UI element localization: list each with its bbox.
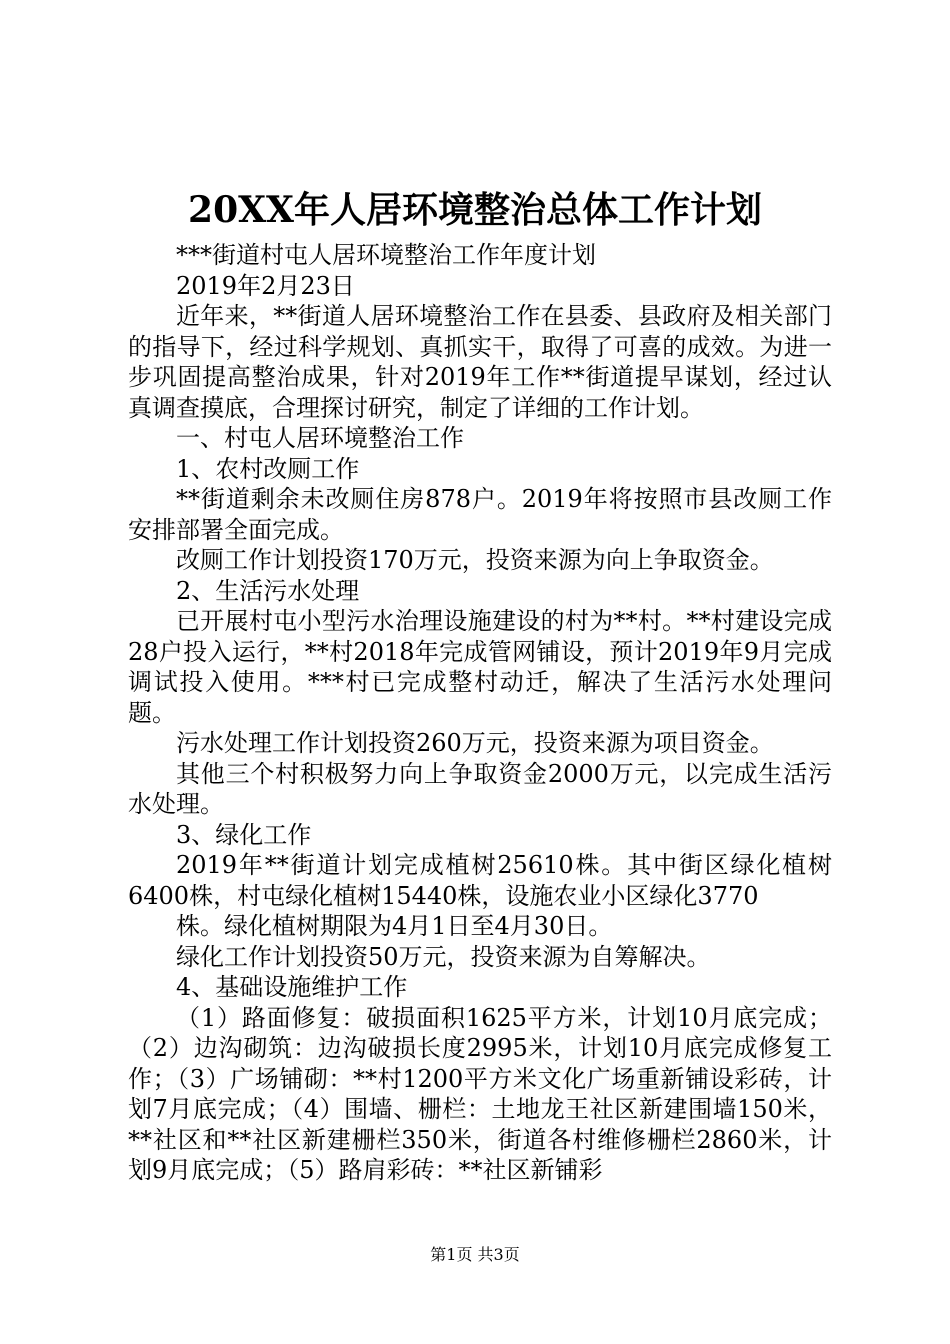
subsection-heading: 3、绿化工作 <box>176 820 312 849</box>
section-heading: 一、村屯人居环境整治工作 <box>176 424 464 452</box>
body-paragraph: **街道剩余未改厕住房878户。2019年将按照市县改厕工作安排部署全面完成。 <box>128 485 832 544</box>
body-paragraph: 其他三个村积极努力向上争取资金2000万元，以完成生活污水处理。 <box>128 759 832 818</box>
date-paragraph: 2019年2月23日 <box>176 271 355 300</box>
subtitle-paragraph: ***街道村屯人居环境整治工作年度计划 <box>176 241 596 269</box>
subsection-heading: 2、生活污水处理 <box>176 576 360 605</box>
subsection-heading: 1、农村改厕工作 <box>176 454 360 483</box>
document-title: 20XX年人居环境整治总体工作计划 <box>188 189 762 231</box>
body-paragraph: 已开展村屯小型污水治理设施建设的村为**村。**村建设完成28户投入运行，**村2018年完成管网铺设，预计2019年9月完成调试投入使用。***村已完成整村动迁，解决了生活污水处理问题。 <box>128 607 832 727</box>
body-paragraph: 改厕工作计划投资170万元，投资来源为向上争取资金。 <box>176 546 774 574</box>
document-body <box>128 240 832 1186</box>
intro-paragraph: 近年来，**街道人居环境整治工作在县委、县政府及相关部门的指导下，经过科学规划、真抓实干，取得了可喜的成效。为进一步巩固提高整治成果，针对2019年工作**街道提早谋划，经过认真调查摸底，合理探讨研究，制定了详细的工作计划。 <box>128 302 832 422</box>
subsection-heading: 4、基础设施维护工作 <box>176 973 408 1001</box>
page-footer: 第1页 共3页 <box>430 1245 520 1264</box>
body-paragraph: 2019年**街道计划完成植树25610株。其中街区绿化植树6400株，村屯绿化植树15440株，设施农业小区绿化3770 <box>128 851 832 910</box>
body-paragraph: （1）路面修复：破损面积1625平方米，计划10月底完成；（2）边沟砌筑：边沟破损长度2995米，计划10月底完成修复工作；（3）广场铺砌：**村1200平方米文化广场重新铺设彩砖，计划7月底完成；（4）围墙、栅栏：土地龙王社区新建围墙150米，**社区和**社区新建栅栏350米，街道各村维修栅栏2860米，计划9月底完成；（5）路肩彩砖：**社区新铺彩 <box>128 1003 832 1184</box>
body-paragraph: 绿化工作计划投资50万元，投资来源为自筹解决。 <box>176 942 711 971</box>
body-paragraph: 株。绿化植树期限为4月1日至4月30日。 <box>176 912 613 940</box>
body-paragraph: 污水处理工作计划投资260万元，投资来源为项目资金。 <box>176 729 774 757</box>
